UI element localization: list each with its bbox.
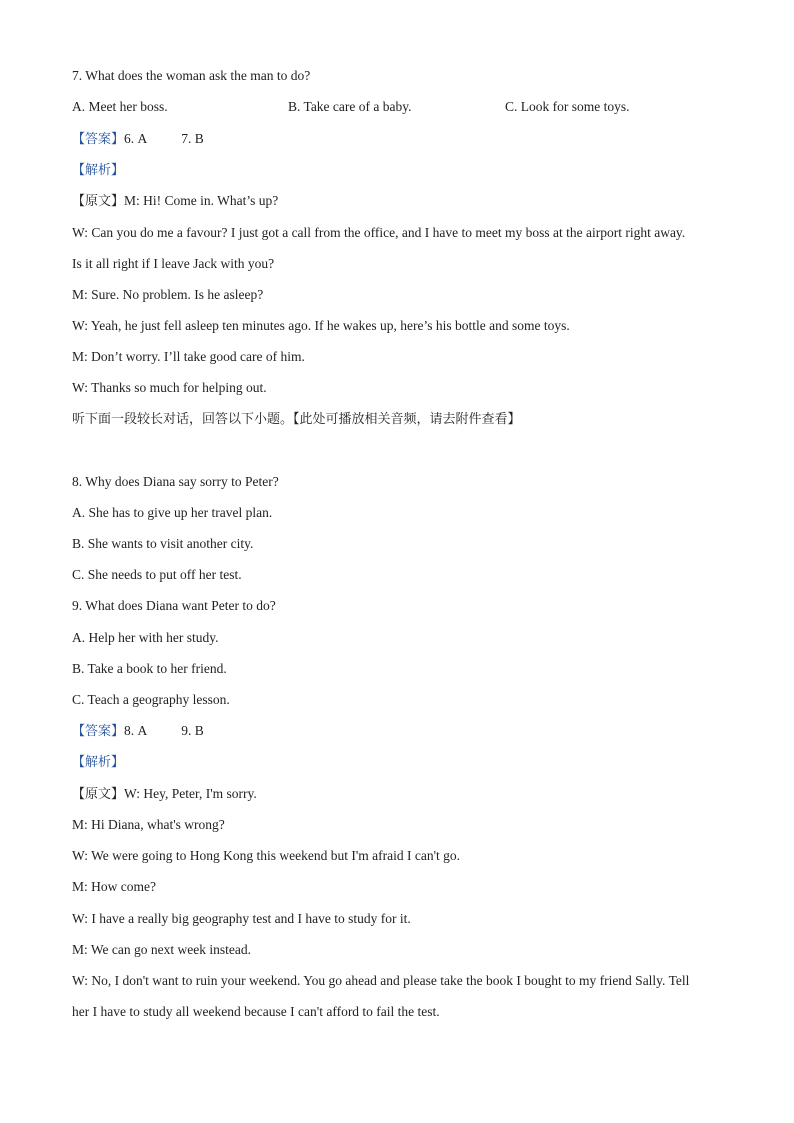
answer-8: 8. A <box>124 723 148 738</box>
q9-option-b: B. Take a book to her friend. <box>72 661 227 676</box>
transcript-2-line-8: her I have to study all weekend because I can't afford to fail the test. <box>72 1004 440 1019</box>
q9-option-c: C. Teach a geography lesson. <box>72 692 230 707</box>
answer-tag: 【答案】 <box>72 132 125 147</box>
answer-6: 6. A <box>124 131 148 146</box>
answer-tag: 【答案】 <box>72 724 125 739</box>
answer-7: 7. B <box>181 131 204 146</box>
transcript-tag: 【原文】 <box>72 787 125 802</box>
answer-6-7 <box>72 130 204 149</box>
analysis-label: 【解析】 <box>72 163 125 178</box>
transcript-text: M: Hi! Come in. What’s up? <box>124 193 279 208</box>
transcript-2-line-3: W: We were going to Hong Kong this weekend but I'm afraid I can't go. <box>72 848 461 863</box>
transcript-2-line-5: W: I have a really big geography test and I have to study for it. <box>72 911 411 926</box>
transcript-1-line-6: M: Don’t worry. I’ll take good care of him. <box>72 349 305 364</box>
transcript-2-line-6: M: We can go next week instead. <box>72 942 251 957</box>
transcript-1-line-1 <box>72 192 278 211</box>
transcript-2-line-1 <box>72 785 257 804</box>
answer-8-9 <box>72 722 204 741</box>
analysis-tag-2 <box>72 753 124 772</box>
transcript-text: W: Hey, Peter, I'm sorry. <box>124 786 257 801</box>
question-7-options <box>72 98 722 116</box>
transcript-1-line-5: W: Yeah, he just fell asleep ten minutes ago. If he wakes up, here’s his bottle and some toys. <box>72 318 570 333</box>
q8-option-b: B. She wants to visit another city. <box>72 536 254 551</box>
transcript-1-line-3: Is it all right if I leave Jack with you? <box>72 256 275 271</box>
transcript-1-line-2: W: Can you do me a favour? I just got a call from the office, and I have to meet my boss at the airport right away. <box>72 225 686 240</box>
transcript-2-line-4: M: How come? <box>72 879 156 894</box>
option-b: B. Take care of a baby. <box>288 99 412 114</box>
question-7: 7. What does the woman ask the man to do? <box>72 68 311 83</box>
analysis-label: 【解析】 <box>72 755 125 770</box>
question-9: 9. What does Diana want Peter to do? <box>72 598 276 613</box>
listening-instruction: 听下面一段较长对话，回答以下小题。【此处可播放相关音频，请去附件查看】 <box>72 412 521 427</box>
transcript-2-line-2: M: Hi Diana, what's wrong? <box>72 817 225 832</box>
q8-option-a: A. She has to give up her travel plan. <box>72 505 273 520</box>
q9-option-a: A. Help her with her study. <box>72 630 219 645</box>
option-a: A. Meet her boss. <box>72 99 168 114</box>
transcript-tag: 【原文】 <box>72 194 125 209</box>
option-c: C. Look for some toys. <box>505 99 630 114</box>
q8-option-c: C. She needs to put off her test. <box>72 567 242 582</box>
transcript-2-line-7: W: No, I don't want to ruin your weekend. You go ahead and please take the book I bought to my friend Sally. Tell <box>72 973 690 988</box>
answer-9: 9. B <box>181 723 204 738</box>
transcript-1-line-4: M: Sure. No problem. Is he asleep? <box>72 287 264 302</box>
question-8: 8. Why does Diana say sorry to Peter? <box>72 474 279 489</box>
analysis-tag-1 <box>72 161 124 180</box>
transcript-1-line-7: W: Thanks so much for helping out. <box>72 380 267 395</box>
